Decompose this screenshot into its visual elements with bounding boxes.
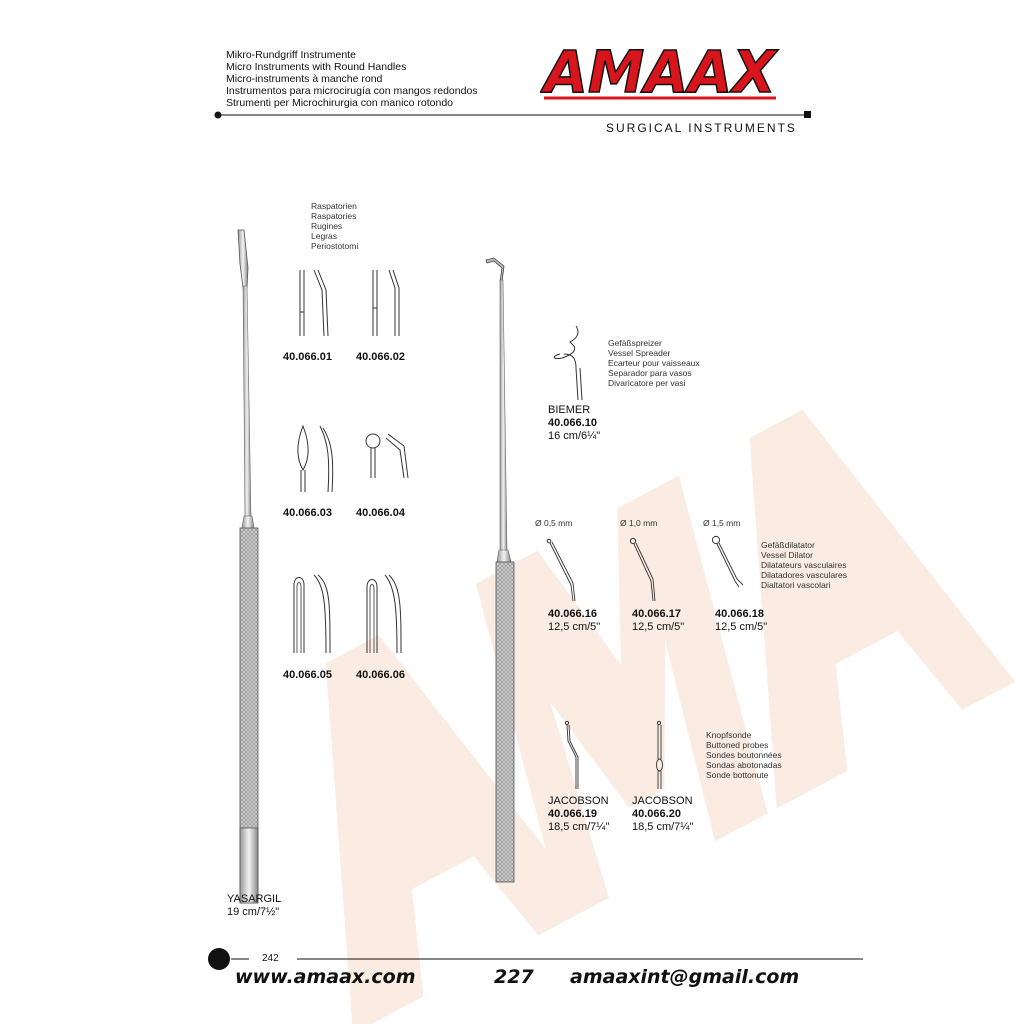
dilator-diameter-3: Ø 1,5 mm (703, 518, 741, 528)
dilator-label-it: Dialtatori vascolari (761, 580, 831, 590)
code-40-066-04: 40.066.04 (356, 507, 405, 519)
dilator-labels (761, 540, 847, 590)
biemer-label-fr: Ecarteur pour vaisseaux (608, 358, 700, 368)
footer-email[interactable]: amaaxint@gmail.com (570, 966, 800, 988)
raspatory-tip-02-image (365, 268, 405, 340)
amaax-logo (540, 40, 780, 106)
biemer-code: 40.066.10 (548, 417, 597, 429)
footer-website[interactable]: www.amaax.com (235, 966, 416, 988)
code-40-066-03: 40.066.03 (283, 507, 332, 519)
dilator-tip-3-image (709, 533, 753, 603)
header-title-de: Mikro-Rundgriff Instrumente (226, 49, 356, 61)
vessel-spreader-tip-image (548, 324, 588, 404)
dilator-code-2: 40.066.17 (632, 608, 681, 620)
probe-label-de: Knopfsonde (706, 730, 752, 740)
dilator-size-1: 12,5 cm/5" (548, 621, 601, 633)
yasargil-size: 19 cm/7½" (227, 906, 280, 918)
raspatories-label-it: Periostotomi (311, 241, 359, 251)
dilator-label-fr: Dilatateurs vasculaires (761, 560, 847, 570)
page-number: 242 (262, 953, 279, 964)
probe-name-2: JACOBSON (632, 795, 693, 807)
biemer-label-es: Separador para vasos (608, 368, 692, 378)
biemer-label-en: Vessel Spreader (608, 348, 671, 358)
code-40-066-02: 40.066.02 (356, 351, 405, 363)
probe-size-1: 18,5 cm/7¼" (548, 821, 610, 833)
probe-code-2: 40.066.20 (632, 808, 681, 820)
footer-center-number: 227 (494, 966, 534, 988)
probe-label-it: Sonde bottonute (706, 770, 769, 780)
header-title-es: Instrumentos para microcirugía con mangos redondos (226, 85, 478, 97)
raspatories-labels (311, 201, 358, 251)
biemer-label-it: Divaricatore per vasi (608, 378, 686, 388)
logo-tagline: SURGICAL INSTRUMENTS (606, 121, 797, 135)
code-40-066-05: 40.066.05 (283, 669, 332, 681)
raspatories-label-fr: Rugines (311, 221, 343, 231)
biemer-labels (608, 338, 700, 388)
raspatory-tip-03-image (292, 424, 336, 494)
probe-tip-2-image (651, 719, 681, 791)
probe-size-2: 18,5 cm/7¼" (632, 821, 694, 833)
dilator-label-es: Dilatadores vasculares (761, 570, 847, 580)
probe-tip-1-image (562, 719, 592, 791)
biemer-size: 16 cm/6¼" (548, 430, 601, 442)
dilator-size-2: 12,5 cm/5" (632, 621, 685, 633)
yasargil-name: YASARGIL (227, 893, 282, 905)
probe-name-1: JACOBSON (548, 795, 609, 807)
biemer-label-de: Gefäßspreizer (608, 338, 662, 348)
probe-code-1: 40.066.19 (548, 808, 597, 820)
raspatories-label-de: Raspatorien (311, 201, 357, 211)
header-titles (226, 49, 478, 109)
code-40-066-01: 40.066.01 (283, 351, 332, 363)
biemer-instrument-image (480, 252, 530, 892)
header-rule (212, 109, 812, 121)
dilator-label-de: Gefäßdilatator (761, 540, 815, 550)
code-40-066-06: 40.066.06 (356, 669, 405, 681)
probe-label-fr: Sondes boutonnées (706, 750, 782, 760)
dilator-diameter-2: Ø 1,0 mm (620, 518, 658, 528)
raspatories-label-es: Legras (311, 231, 337, 241)
dilator-tip-1-image (543, 535, 583, 605)
dilator-diameter-1: Ø 0,5 mm (535, 518, 573, 528)
dilator-tip-2-image (627, 535, 667, 605)
yasargil-instrument-image (230, 228, 270, 908)
raspatory-tip-05-image (290, 573, 334, 657)
header-title-fr: Micro-instruments à manche rond (226, 73, 383, 85)
header-title-it: Strumenti per Microchirurgia con manico rotondo (226, 97, 454, 109)
probe-labels (706, 730, 782, 780)
raspatories-label-en: Raspatories (311, 211, 357, 221)
header-title-en: Micro Instruments with Round Handles (226, 61, 407, 73)
probe-label-en: Buttoned probes (706, 740, 769, 750)
logo-word: AMAAX (540, 40, 780, 106)
raspatory-tip-01-image (292, 268, 332, 340)
dilator-label-en: Vessel Dilator (761, 550, 813, 560)
probe-label-es: Sondas abotonadas (706, 760, 782, 770)
dilator-code-3: 40.066.18 (715, 608, 764, 620)
biemer-name: BIEMER (548, 404, 591, 416)
raspatory-tip-06-image (363, 573, 407, 657)
raspatory-tip-04-image (360, 428, 410, 498)
dilator-code-1: 40.066.16 (548, 608, 597, 620)
dilator-size-3: 12,5 cm/5" (715, 621, 768, 633)
